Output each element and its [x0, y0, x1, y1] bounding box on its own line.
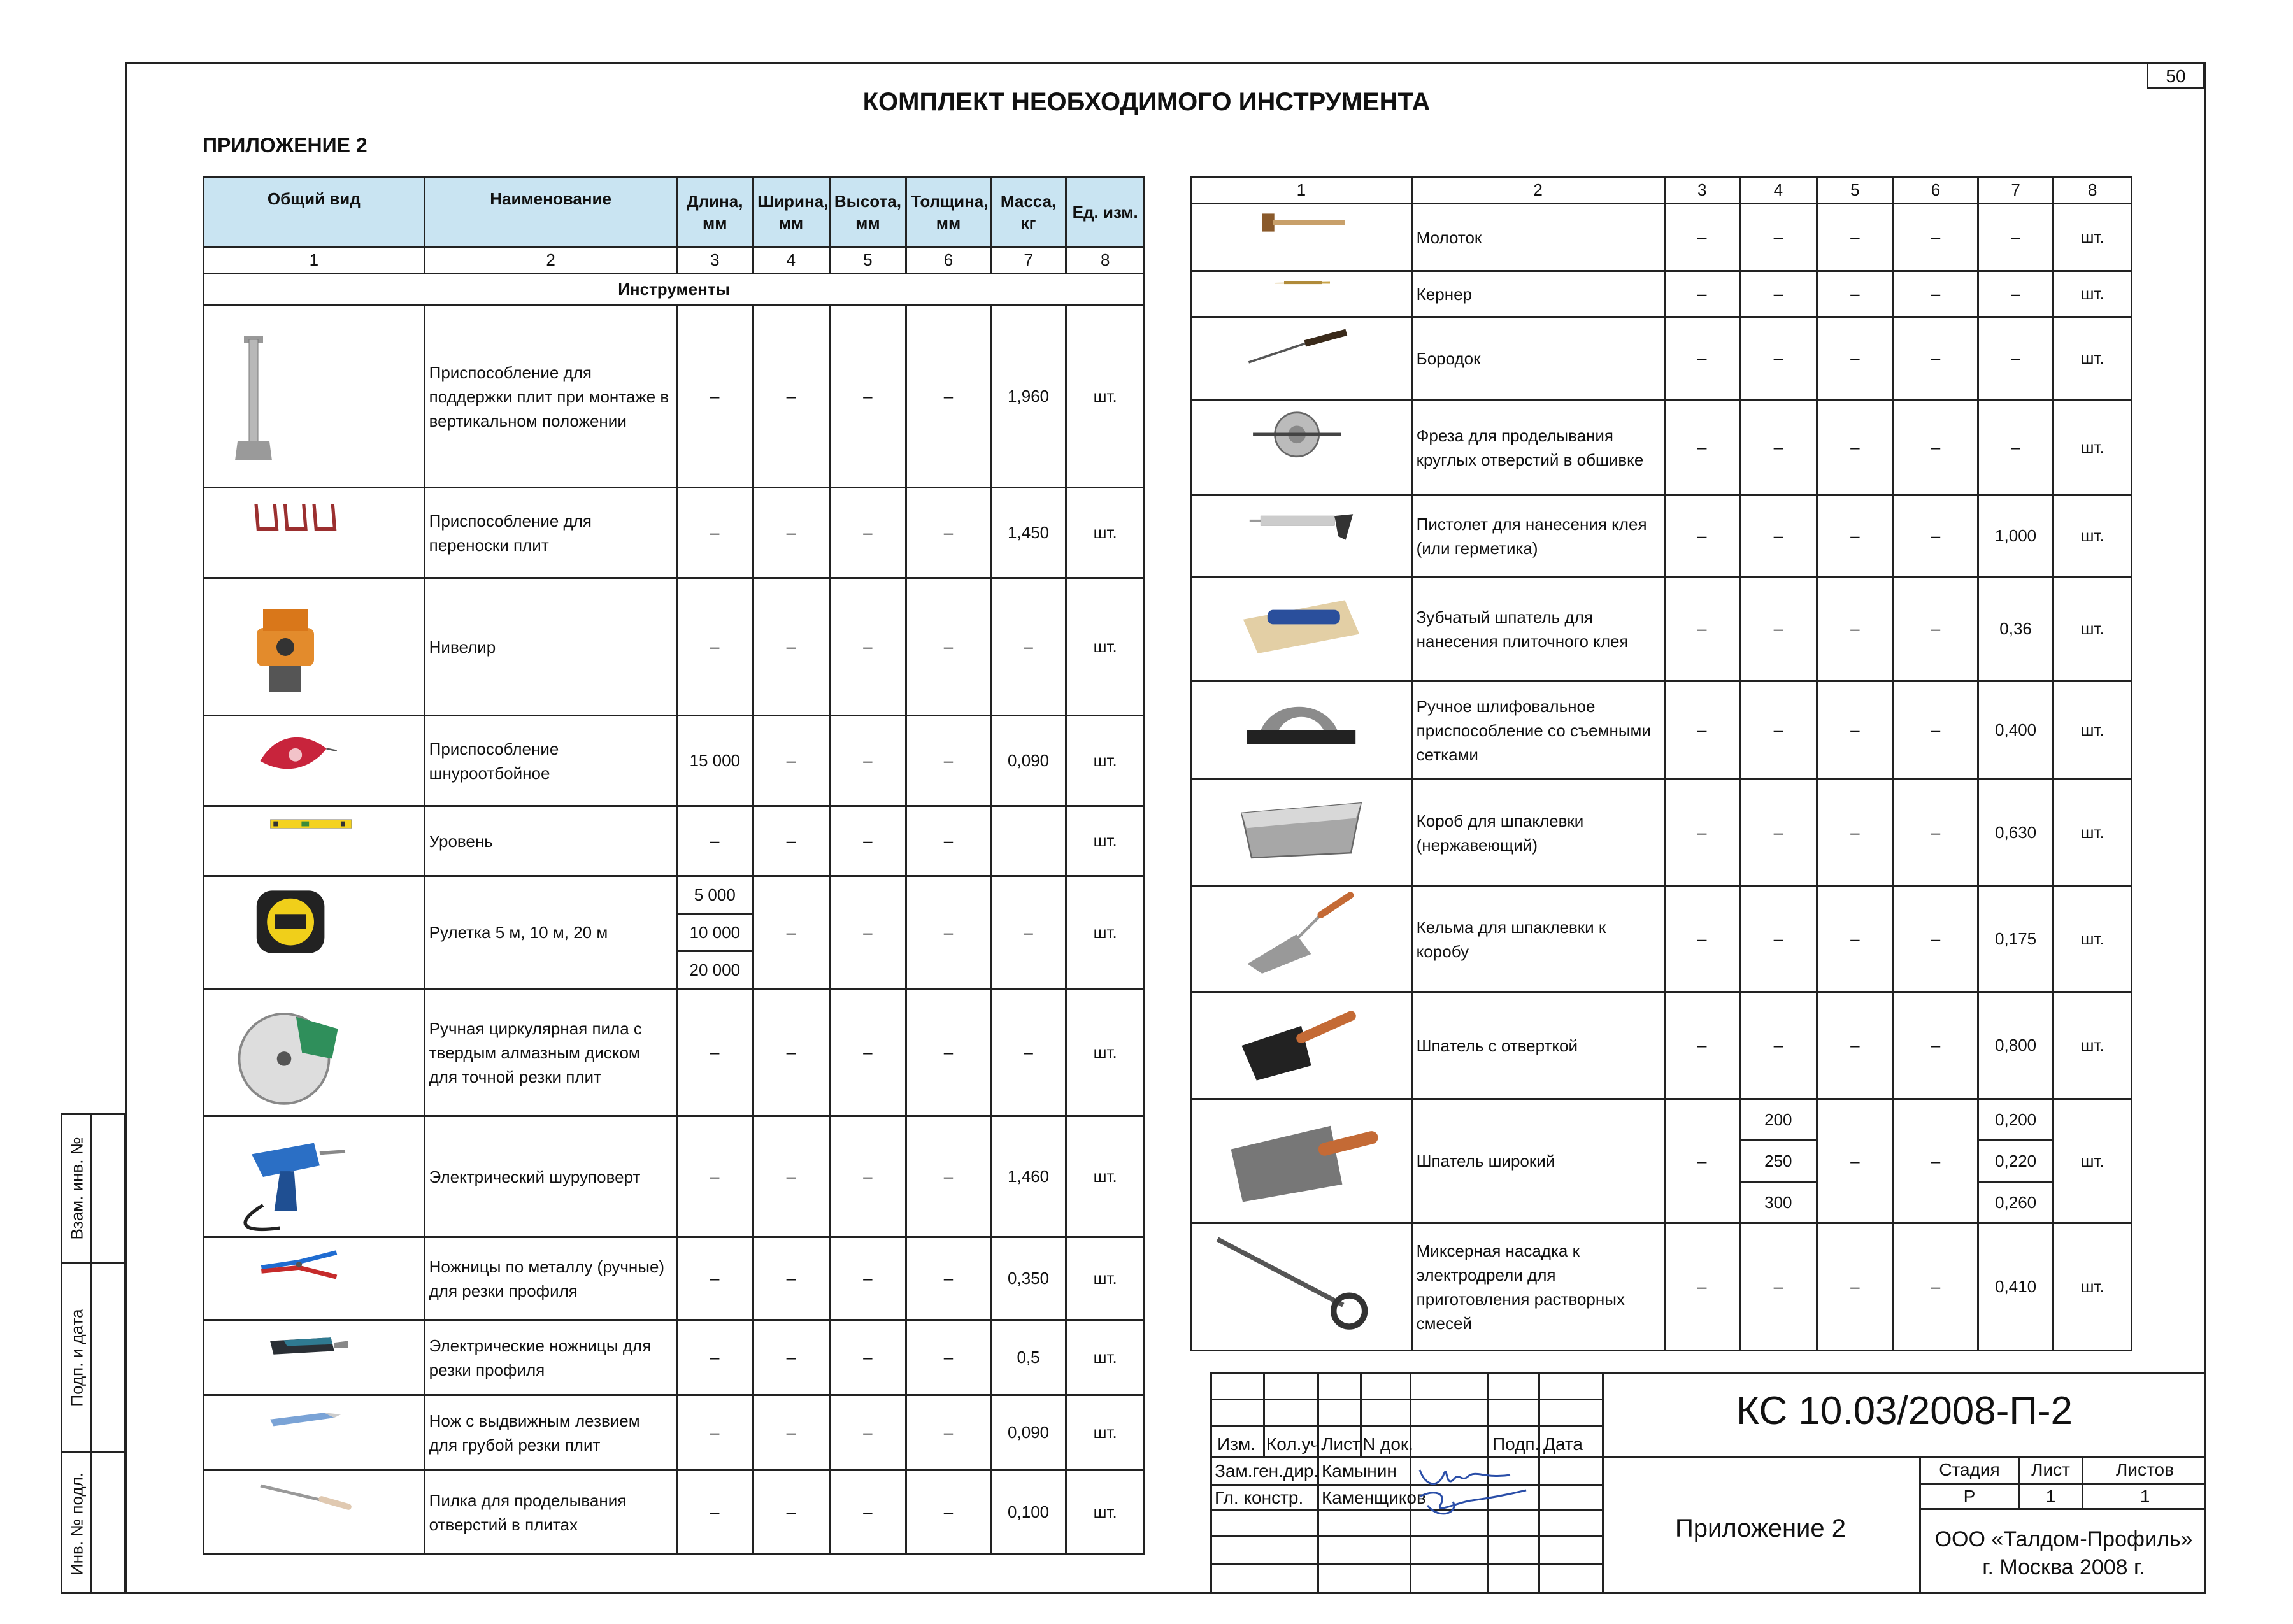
cell-width: –	[1740, 400, 1817, 495]
cell-unit: шт.	[1066, 1237, 1145, 1320]
table-row	[204, 578, 1145, 716]
cell-height: –	[1817, 271, 1894, 317]
cell-mass: –	[1978, 271, 2054, 317]
side-cell-inv-original	[62, 1451, 124, 1594]
cell-thickness: –	[1894, 681, 1978, 780]
table-row	[1191, 1099, 2132, 1141]
cell-mass: –	[990, 578, 1066, 716]
col-number: 1	[1191, 177, 1412, 204]
drift-punch-icon	[1191, 317, 1412, 400]
tool-name: Электрические ножницы для резки профиля	[424, 1320, 677, 1395]
organization-name: ООО «Талдом-Профиль»	[1934, 1527, 2193, 1551]
table-row	[204, 1116, 1145, 1237]
cell-width: –	[1740, 204, 1817, 271]
hole-saw-file-icon	[204, 1471, 425, 1555]
cell-unit: шт.	[2054, 577, 2132, 681]
cell-mass: 0,090	[990, 1395, 1066, 1471]
cell-length: –	[1664, 271, 1740, 317]
cell-thickness: –	[906, 716, 991, 806]
cell-height: –	[829, 716, 906, 806]
tool-name: Зубчатый шпатель для нанесения плиточного клея	[1411, 577, 1664, 681]
cell-unit: шт.	[2054, 400, 2132, 495]
cell-unit: шт.	[2054, 271, 2132, 317]
doc-code: КС 10.03/2008-П-2	[1736, 1389, 2073, 1433]
metal-shears-icon	[204, 1237, 425, 1320]
tape-measure-icon	[204, 876, 425, 989]
cell-mass	[990, 806, 1066, 876]
tool-name: Молоток	[1411, 204, 1664, 271]
left-tools-table	[203, 176, 1145, 1555]
page-title: КОМПЛЕКТ НЕОБХОДИМОГО ИНСТРУМЕНТА	[862, 88, 1431, 116]
wide-spatula-icon	[1191, 1099, 1412, 1223]
cell-thickness: –	[1894, 887, 1978, 992]
cell-length: –	[1664, 1099, 1740, 1223]
cell-thickness: –	[906, 1116, 991, 1237]
cell-width: –	[753, 306, 830, 488]
header-general-view: Общий вид	[204, 177, 425, 247]
table-row	[204, 1395, 1145, 1471]
cell-mass: 0,220	[1978, 1141, 2054, 1182]
stage-value: Р	[1963, 1486, 1976, 1506]
cell-height: –	[1817, 780, 1894, 887]
cell-width: –	[753, 578, 830, 716]
cell-unit: шт.	[2054, 681, 2132, 780]
cell-height: –	[1817, 317, 1894, 400]
cell-thickness: –	[1894, 271, 1978, 317]
table-row	[1191, 992, 2132, 1099]
cell-thickness: –	[1894, 1223, 1978, 1351]
tool-name: Электрический шуруповерт	[424, 1116, 677, 1237]
cell-width: –	[1740, 271, 1817, 317]
center-punch-icon	[1191, 271, 1412, 317]
col-number: 4	[753, 247, 830, 274]
cell-unit: шт.	[2054, 1099, 2132, 1223]
cell-mass: 1,460	[990, 1116, 1066, 1237]
cell-unit: шт.	[1066, 1471, 1145, 1555]
hammer-icon	[1191, 204, 1412, 271]
cell-width: –	[753, 1116, 830, 1237]
cell-mass: 1,450	[990, 488, 1066, 578]
cell-mass: 1,960	[990, 306, 1066, 488]
scraper-screwdriver-icon	[1191, 992, 1412, 1099]
cell-height: –	[829, 578, 906, 716]
col-number: 8	[1066, 247, 1145, 274]
cell-length: –	[1664, 400, 1740, 495]
tool-name: Миксерная насадка к электродрели для приготовления растворных смесей	[1411, 1223, 1664, 1351]
col-number: 5	[829, 247, 906, 274]
cell-width: –	[1740, 992, 1817, 1099]
cell-height: –	[829, 488, 906, 578]
col-label-change: Изм.	[1217, 1434, 1255, 1454]
cell-mass: 0,175	[1978, 887, 2054, 992]
tool-name: Бородок	[1411, 317, 1664, 400]
putty-box-icon	[1191, 780, 1412, 887]
tool-name: Ручное шлифовальное приспособление со съемными сетками	[1411, 681, 1664, 780]
handwritten-signatures	[1415, 1451, 1542, 1521]
cell-thickness: –	[906, 1237, 991, 1320]
cell-unit: шт.	[1066, 716, 1145, 806]
cell-height: –	[829, 806, 906, 876]
table-row	[204, 876, 1145, 914]
cell-thickness: –	[906, 578, 991, 716]
side-stamp	[61, 1113, 125, 1594]
side-cell-replace-inv	[62, 1115, 124, 1262]
cell-mass: 0,090	[990, 716, 1066, 806]
cell-length: –	[677, 306, 753, 488]
cell-mass: –	[990, 876, 1066, 989]
cell-length: –	[1664, 681, 1740, 780]
tool-name: Уровень	[424, 806, 677, 876]
col-number: 7	[1978, 177, 2054, 204]
tool-name: Шпатель широкий	[1411, 1099, 1664, 1223]
cell-length: –	[677, 1116, 753, 1237]
cell-unit: шт.	[1066, 1116, 1145, 1237]
col-label-sheet: Лист	[1322, 1434, 1361, 1454]
cell-width: –	[1740, 780, 1817, 887]
cell-height: –	[1817, 204, 1894, 271]
circular-saw-icon	[204, 989, 425, 1116]
cell-unit: шт.	[2054, 495, 2132, 577]
cell-width: –	[1740, 1223, 1817, 1351]
tool-name: Нож с выдвижным лезвием для грубой резки плит	[424, 1395, 677, 1471]
cell-thickness: –	[1894, 204, 1978, 271]
notched-trowel-icon	[1191, 577, 1412, 681]
tool-name: Ножницы по металлу (ручные) для резки профиля	[424, 1237, 677, 1320]
table-row	[1191, 681, 2132, 780]
cell-width: –	[753, 488, 830, 578]
screwdriver-drill-icon	[204, 1116, 425, 1237]
cell-length: –	[677, 1471, 753, 1555]
cell-unit: шт.	[2054, 1223, 2132, 1351]
col-label-doc-number: N док.	[1362, 1434, 1413, 1454]
tool-name: Пилка для проделывания отверстий в плитах	[424, 1471, 677, 1555]
cell-length: –	[677, 578, 753, 716]
table-row	[204, 806, 1145, 876]
header-height: Высота, мм	[829, 177, 906, 247]
doc-name: Приложение 2	[1675, 1514, 1846, 1542]
cell-width: –	[753, 989, 830, 1116]
cell-width: –	[1740, 887, 1817, 992]
mixer-paddle-icon	[1191, 1223, 1412, 1351]
header-name: Наименование	[424, 177, 677, 247]
signer-name: Камынин	[1322, 1461, 1397, 1481]
cell-mass: 0,400	[1978, 681, 2054, 780]
cell-height: –	[1817, 887, 1894, 992]
utility-knife-icon	[204, 1395, 425, 1471]
cell-width: –	[753, 716, 830, 806]
cell-thickness: –	[906, 1471, 991, 1555]
cell-width: –	[753, 1237, 830, 1320]
chalk-line-icon	[204, 716, 425, 806]
plate-support-stand-icon	[204, 306, 425, 488]
col-label-date: Дата	[1543, 1434, 1583, 1454]
cell-unit: шт.	[1066, 1320, 1145, 1395]
cell-unit: шт.	[2054, 887, 2132, 992]
table-row	[1191, 400, 2132, 495]
cell-height: –	[829, 876, 906, 989]
signer-name: Каменщиков	[1322, 1488, 1426, 1507]
cell-length: –	[1664, 887, 1740, 992]
cell-mass: 0,630	[1978, 780, 2054, 887]
organization-city-year: г. Москва 2008 г.	[1982, 1555, 2145, 1579]
side-label-inv-original: Инв. № подл.	[67, 1472, 87, 1576]
cell-mass: 0,410	[1978, 1223, 2054, 1351]
page-number: 50	[2147, 62, 2205, 89]
header-thickness: Толщина, мм	[906, 177, 991, 247]
cell-width: –	[753, 806, 830, 876]
cell-unit: шт.	[1066, 806, 1145, 876]
cell-length: –	[1664, 204, 1740, 271]
cell-length: –	[677, 806, 753, 876]
cell-unit: шт.	[1066, 578, 1145, 716]
cell-thickness: –	[906, 1395, 991, 1471]
cell-mass: –	[1978, 400, 2054, 495]
table-row	[204, 716, 1145, 806]
table-row	[204, 1237, 1145, 1320]
cell-thickness: –	[1894, 495, 1978, 577]
table-row	[204, 488, 1145, 578]
col-number: 8	[2054, 177, 2132, 204]
table-row	[1191, 495, 2132, 577]
col-label-signature: Подп.	[1492, 1434, 1540, 1454]
cell-width: –	[753, 876, 830, 989]
cell-height: –	[1817, 577, 1894, 681]
stage-label: Стадия	[1939, 1460, 2000, 1479]
cell-mass: 0,5	[990, 1320, 1066, 1395]
cell-height: –	[829, 1395, 906, 1471]
header-unit: Ед. изм.	[1066, 177, 1145, 247]
header-mass: Масса, кг	[990, 177, 1066, 247]
sheets-label: Листов	[2116, 1460, 2174, 1479]
side-label-sign-date: Подп. и дата	[67, 1308, 87, 1407]
cell-width: –	[753, 1471, 830, 1555]
cell-height: –	[829, 1116, 906, 1237]
col-number: 2	[424, 247, 677, 274]
cell-length: –	[1664, 992, 1740, 1099]
cell-width: 300	[1740, 1182, 1817, 1223]
tool-name: Рулетка 5 м, 10 м, 20 м	[424, 876, 677, 989]
table-row	[1191, 271, 2132, 317]
cell-thickness: –	[1894, 992, 1978, 1099]
sheet-label: Лист	[2031, 1460, 2070, 1479]
side-label-replace-inv: Взам. инв. №	[67, 1137, 87, 1240]
section-title: Инструменты	[204, 274, 1145, 306]
cell-unit: шт.	[2054, 204, 2132, 271]
cell-thickness: –	[1894, 400, 1978, 495]
tool-name: Короб для шпаклевки (нержавеющий)	[1411, 780, 1664, 887]
cell-length: –	[1664, 577, 1740, 681]
cell-unit: шт.	[1066, 1395, 1145, 1471]
tool-name: Кельма для шпаклевки к коробу	[1411, 887, 1664, 992]
cell-unit: шт.	[1066, 306, 1145, 488]
tool-name: Приспособление шнуроотбойное	[424, 716, 677, 806]
cell-height: –	[829, 1320, 906, 1395]
col-label-qty: Кол.уч.	[1266, 1434, 1325, 1454]
putty-trowel-icon	[1191, 887, 1412, 992]
cell-length: –	[677, 1320, 753, 1395]
cell-width: –	[1740, 681, 1817, 780]
cell-length: 5 000	[677, 876, 753, 914]
table-row	[1191, 780, 2132, 887]
tool-name: Фреза для проделывания круглых отверстий в обшивке	[1411, 400, 1664, 495]
appendix-label: ПРИЛОЖЕНИЕ 2	[203, 134, 368, 157]
table-row	[204, 1471, 1145, 1555]
cell-mass: 0,350	[990, 1237, 1066, 1320]
cell-mass: 0,200	[1978, 1099, 2054, 1141]
col-number: 6	[906, 247, 991, 274]
tool-name: Приспособление для поддержки плит при монтаже в вертикальном положении	[424, 306, 677, 488]
cell-length: –	[677, 989, 753, 1116]
col-number: 6	[1894, 177, 1978, 204]
cell-width: –	[1740, 495, 1817, 577]
cell-mass: 0,36	[1978, 577, 2054, 681]
tool-name: Кернер	[1411, 271, 1664, 317]
cell-length: –	[677, 1395, 753, 1471]
cell-width: 250	[1740, 1141, 1817, 1182]
tool-name: Шпатель с отверткой	[1411, 992, 1664, 1099]
cell-mass: –	[990, 989, 1066, 1116]
cell-length: 20 000	[677, 951, 753, 989]
cell-height: –	[829, 306, 906, 488]
cell-mass: 0,100	[990, 1471, 1066, 1555]
plate-carrier-icon	[204, 488, 425, 578]
table-row	[1191, 887, 2132, 992]
level-instrument-icon	[204, 578, 425, 716]
tool-name: Ручная циркулярная пила с твердым алмазным диском для точной резки плит	[424, 989, 677, 1116]
cell-thickness: –	[1894, 317, 1978, 400]
cell-unit: шт.	[2054, 317, 2132, 400]
cell-thickness: –	[1894, 1099, 1978, 1223]
cell-thickness: –	[906, 806, 991, 876]
cell-length: 10 000	[677, 914, 753, 951]
signer-role: Гл. констр.	[1215, 1488, 1304, 1507]
caulking-gun-icon	[1191, 495, 1412, 577]
cell-thickness: –	[906, 1320, 991, 1395]
cell-mass: 1,000	[1978, 495, 2054, 577]
cell-length: –	[677, 1237, 753, 1320]
sheet-value: 1	[2045, 1486, 2056, 1506]
cell-thickness: –	[906, 306, 991, 488]
hand-sander-icon	[1191, 681, 1412, 780]
table-row	[1191, 577, 2132, 681]
cell-thickness: –	[906, 876, 991, 989]
cell-length: –	[1664, 780, 1740, 887]
cell-unit: шт.	[2054, 992, 2132, 1099]
cell-width: –	[753, 1320, 830, 1395]
cell-thickness: –	[1894, 577, 1978, 681]
tool-name: Приспособление для переноски плит	[424, 488, 677, 578]
table-row	[204, 989, 1145, 1116]
cell-thickness: –	[1894, 780, 1978, 887]
cell-height: –	[829, 989, 906, 1116]
cell-unit: шт.	[1066, 989, 1145, 1116]
cell-length: –	[1664, 495, 1740, 577]
title-block	[1210, 1372, 2206, 1594]
hole-cutter-icon	[1191, 400, 1412, 495]
col-number: 5	[1817, 177, 1894, 204]
spirit-level-icon	[204, 806, 425, 876]
cell-thickness: –	[906, 488, 991, 578]
cell-length: –	[677, 488, 753, 578]
col-number: 1	[204, 247, 425, 274]
cell-height: –	[1817, 1223, 1894, 1351]
signer-role: Зам.ген.дир.	[1215, 1461, 1319, 1481]
cell-mass: 0,260	[1978, 1182, 2054, 1223]
cell-length: 15 000	[677, 716, 753, 806]
table-row	[1191, 204, 2132, 271]
table-row	[1191, 317, 2132, 400]
col-number: 3	[1664, 177, 1740, 204]
header-length: Длина, мм	[677, 177, 753, 247]
table-row	[204, 306, 1145, 488]
cell-width: 200	[1740, 1099, 1817, 1141]
cell-width: –	[1740, 317, 1817, 400]
right-tools-table	[1190, 176, 2132, 1351]
cell-mass: 0,800	[1978, 992, 2054, 1099]
col-number: 2	[1411, 177, 1664, 204]
cell-length: –	[1664, 317, 1740, 400]
sheets-value: 1	[2139, 1486, 2150, 1506]
col-number: 4	[1740, 177, 1817, 204]
cell-height: –	[1817, 495, 1894, 577]
electric-shears-icon	[204, 1320, 425, 1395]
cell-height: –	[1817, 400, 1894, 495]
col-number: 3	[677, 247, 753, 274]
tool-name: Нивелир	[424, 578, 677, 716]
header-width: Ширина, мм	[753, 177, 830, 247]
side-cell-sign-date	[62, 1262, 124, 1451]
cell-height: –	[1817, 681, 1894, 780]
cell-thickness: –	[906, 989, 991, 1116]
cell-unit: шт.	[1066, 876, 1145, 989]
cell-mass: –	[1978, 204, 2054, 271]
col-number: 7	[990, 247, 1066, 274]
cell-width: –	[753, 1395, 830, 1471]
cell-unit: шт.	[1066, 488, 1145, 578]
cell-height: –	[1817, 1099, 1894, 1223]
cell-height: –	[1817, 992, 1894, 1099]
cell-height: –	[829, 1237, 906, 1320]
cell-unit: шт.	[2054, 780, 2132, 887]
cell-length: –	[1664, 1223, 1740, 1351]
table-row	[204, 1320, 1145, 1395]
cell-height: –	[829, 1471, 906, 1555]
cell-width: –	[1740, 577, 1817, 681]
cell-mass: –	[1978, 317, 2054, 400]
tool-name: Пистолет для нанесения клея (или герметика)	[1411, 495, 1664, 577]
table-row	[1191, 1223, 2132, 1351]
